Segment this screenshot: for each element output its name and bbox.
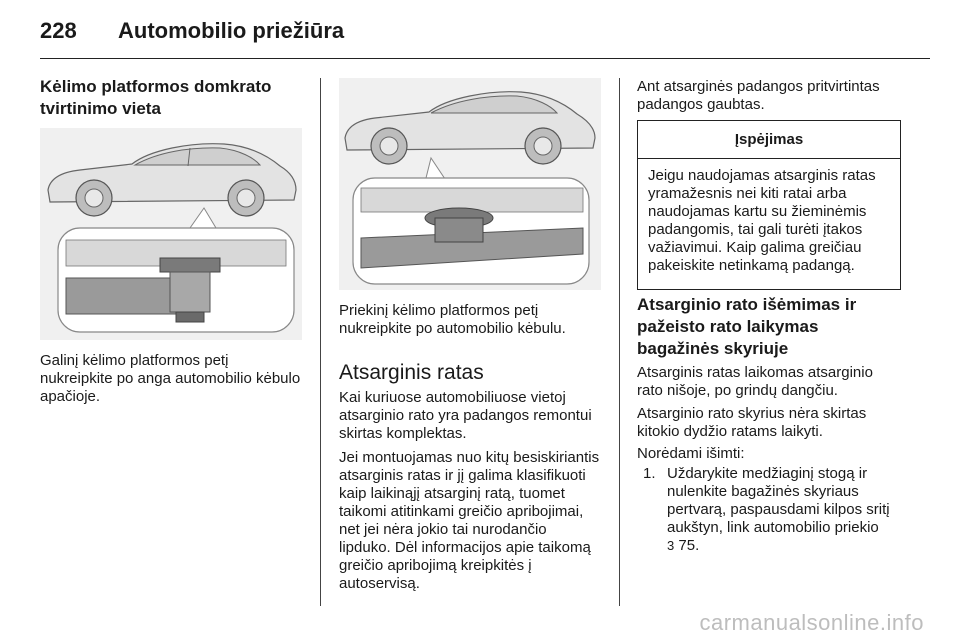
step-number: 1. xyxy=(643,465,656,482)
step-text: Uždarykite medžiaginį stogą ir nulenkite bagažinės skyriaus pertvarą, paspausdami kilpos sritį aukštyn, link automobilio priekio xyxy=(667,465,890,536)
rear-lift-point-figure xyxy=(40,128,302,340)
removal-steps xyxy=(643,465,899,555)
chapter-title: Automobilio priežiūra xyxy=(118,18,345,43)
removal-para-1: Atsarginis ratas laikomas atsarginio rato nišoje, po grindų dangčiu. xyxy=(637,364,873,399)
spare-wheel-para-2: Jei montuojamas nuo kitų besiskiriantis atsarginis ratas ir jį galima klasifikuoti kaip laikinąjį atsarginį ratą, tuomet taikomi atitinkami greičio apribojimai, net jei nėra jokio tai nurodančio lipduko. Dėl informacijos apie taikomą greičio apribojimą kreipkitės į autoservisą. xyxy=(339,449,600,592)
removal-para-2: Atsarginio rato skyrius nėra skirtas kitokio dydžio ratams laikyti. xyxy=(637,405,867,440)
header-rule xyxy=(40,58,930,59)
section-title-spare-wheel: Atsarginis ratas xyxy=(339,361,484,384)
column-divider-2 xyxy=(619,78,620,606)
page-header xyxy=(40,10,930,56)
warning-box xyxy=(637,120,901,290)
tyre-cover-intro: Ant atsarginės padangos pritvirtintas padangos gaubtas. xyxy=(637,78,880,113)
page-reference-link[interactable]: 75. xyxy=(678,537,700,554)
section-heading-jack-points: Kėlimo platformos domkrato tvirtinimo vieta xyxy=(40,77,272,118)
subheading-spare-removal: Atsarginio rato išėmimas ir pažeisto rato laikymas bagažinės skyriuje xyxy=(637,295,857,358)
warning-title: Įspėjimas xyxy=(638,121,900,159)
watermark: carmanualsonline.info xyxy=(699,610,924,635)
front-lift-point-figure xyxy=(339,78,601,290)
list-item xyxy=(643,465,899,555)
page-reference-icon: 3 xyxy=(667,538,675,553)
front-lift-caption: Priekinį kėlimo platformos petį nukreipkite po automobilio kėbulu. xyxy=(339,302,566,337)
column-divider-1 xyxy=(320,78,321,606)
spare-wheel-para-1: Kai kuriuose automobiliuose vietoj atsarginio rato yra padangos remontui skirtas komplektas. xyxy=(339,389,592,442)
rear-lift-caption: Galinį kėlimo platformos petį nukreipkite po anga automobilio kėbulo apačioje. xyxy=(40,352,301,405)
warning-body: Jeigu naudojamas atsarginis ratas yramažesnis nei kiti ratai arba naudojamas kartu su žieminėmis padangomis, tai gali turėti įtakos važiavimui. Kaip galima greičiau pakeiskite netinkamą padangą. xyxy=(648,167,876,274)
removal-para-3: Norėdami išimti: xyxy=(637,445,745,462)
page-number: 228 xyxy=(40,18,77,43)
